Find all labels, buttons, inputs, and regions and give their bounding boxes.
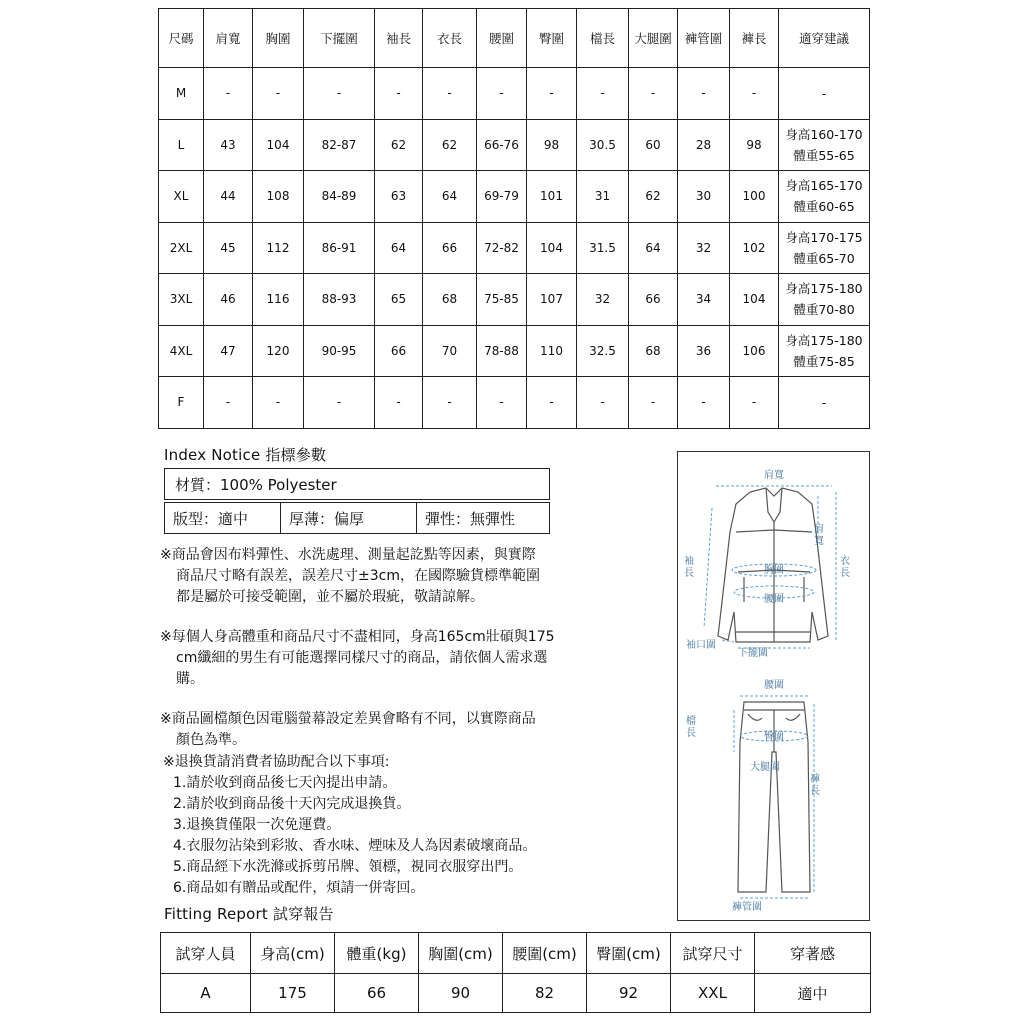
suggestion-weight: 體重60-65 (793, 199, 855, 215)
size-cell: - (678, 377, 730, 429)
suggestion-weight: 體重65-70 (793, 250, 855, 266)
size-cell: - (730, 68, 779, 120)
fitting-cell: 適中 (755, 974, 871, 1013)
size-cell: 120 (253, 325, 304, 377)
size-table (158, 8, 870, 429)
size-cell: 100 (730, 171, 779, 223)
size-cell: - (253, 68, 304, 120)
size-cell: - (577, 377, 629, 429)
size-cell: - (730, 377, 779, 429)
fitting-data-row (161, 974, 871, 1013)
size-row (159, 377, 870, 429)
label-leg-opening: 褲管圍 (732, 902, 762, 913)
size-cell: - (477, 377, 527, 429)
size-cell: 86-91 (304, 222, 375, 274)
suggestion-height: - (821, 394, 827, 410)
size-cell: - (375, 68, 423, 120)
fitting-cell: XXL (671, 974, 755, 1013)
note-line: ※商品會因布料彈性、水洗處理、測量起訖點等因素，與實際 (160, 547, 536, 563)
size-cell: - (423, 377, 477, 429)
note-return (163, 752, 603, 899)
size-cell: - (577, 68, 629, 120)
size-cell: 104 (253, 119, 304, 171)
size-cell: L (159, 119, 204, 171)
header-cell: 下擺圍 (304, 9, 375, 68)
suggestion-weight: 體重55-65 (793, 147, 855, 163)
note-line: 都是屬於可接受範圍，並不屬於瑕疵，敬請諒解。 (176, 589, 484, 605)
label-shoulder: 肩寬 (764, 470, 784, 481)
size-cell: 75-85 (477, 274, 527, 326)
fit-cell: 版型：適中 (165, 503, 281, 533)
size-cell: - (304, 377, 375, 429)
label-shoulder-v1: 肩 (814, 524, 824, 535)
label-length-v1: 衣 (840, 556, 850, 567)
size-cell: 32 (577, 274, 629, 326)
suggestion-height: - (821, 85, 827, 101)
suggestion-cell (779, 171, 870, 223)
size-cell: 84-89 (304, 171, 375, 223)
label-hip: 臀圍 (764, 732, 784, 743)
size-cell: - (304, 68, 375, 120)
note-line: ※商品圖檔顏色因電腦螢幕設定差異會略有不同，以實際商品 (160, 711, 536, 727)
thickness-cell: 厚薄：偏厚 (281, 503, 417, 533)
header-cell: 尺碼 (159, 9, 204, 68)
label-thigh: 大腿圍 (750, 762, 780, 773)
garment-diagram-svg (678, 452, 868, 919)
size-row (159, 325, 870, 377)
size-cell: 66 (629, 274, 678, 326)
label-pants-waist: 腰圍 (764, 680, 784, 691)
label-hem: 下擺圍 (738, 648, 768, 659)
size-cell: - (204, 68, 253, 120)
size-cell: 60 (629, 119, 678, 171)
label-sleeve-v2: 長 (684, 568, 694, 579)
return-item: 2.請於收到商品後十天內完成退換貨。 (173, 796, 411, 812)
size-row (159, 119, 870, 171)
suggestion-height: 身高170-175 (785, 229, 863, 245)
size-cell: 44 (204, 171, 253, 223)
fitting-header-cell: 臀圍(cm) (587, 933, 671, 974)
header-cell: 腰圍 (477, 9, 527, 68)
fitting-cell: 92 (587, 974, 671, 1013)
size-cell: 69-79 (477, 171, 527, 223)
label-pants-len-v2: 長 (810, 786, 820, 797)
note-line: 購。 (176, 671, 204, 687)
return-item: 4.衣服勿沾染到彩妝、香水味、煙味及人為因素破壞商品。 (173, 838, 537, 854)
size-cell: 107 (527, 274, 577, 326)
header-cell: 胸圍 (253, 9, 304, 68)
size-cell: 64 (375, 222, 423, 274)
size-cell: 108 (253, 171, 304, 223)
header-cell: 臀圍 (527, 9, 577, 68)
note-measurement (160, 545, 600, 608)
size-cell: 62 (423, 119, 477, 171)
fitting-header-cell: 穿著感 (755, 933, 871, 974)
size-cell: 90-95 (304, 325, 375, 377)
size-cell: 68 (423, 274, 477, 326)
size-cell: 66 (423, 222, 477, 274)
size-cell: 32 (678, 222, 730, 274)
size-cell: 68 (629, 325, 678, 377)
size-cell: 98 (527, 119, 577, 171)
elasticity-cell: 彈性：無彈性 (425, 509, 516, 528)
size-cell: - (477, 68, 527, 120)
note-line: cm纖細的男生有可能選擇同樣尺寸的商品，請依個人需求選 (176, 650, 548, 666)
return-title: ※退換貨請消費者協助配合以下事項: (163, 754, 390, 770)
size-row (159, 68, 870, 120)
suggestion-weight: 體重70-80 (793, 302, 855, 318)
return-item: 1.請於收到商品後七天內提出申請。 (173, 775, 397, 791)
size-cell: 78-88 (477, 325, 527, 377)
size-cell: 32.5 (577, 325, 629, 377)
size-cell: 66 (375, 325, 423, 377)
label-sleeve-v1: 袖 (684, 556, 694, 567)
size-cell: 47 (204, 325, 253, 377)
size-cell: 66-76 (477, 119, 527, 171)
size-cell: 31.5 (577, 222, 629, 274)
label-rise-v1: 檔 (686, 716, 696, 727)
header-cell: 袖長 (375, 9, 423, 68)
fitting-report-table (160, 932, 871, 1013)
suggestion-height: 身高175-180 (785, 281, 863, 297)
suggestion-cell (779, 222, 870, 274)
header-cell: 肩寬 (204, 9, 253, 68)
return-item: 3.退換貨僅限一次免運費。 (173, 817, 341, 833)
fitting-header-row (161, 933, 871, 974)
note-body-size (160, 627, 600, 690)
size-cell: 31 (577, 171, 629, 223)
suggestion-cell (779, 325, 870, 377)
label-cuff: 袖口圍 (686, 640, 716, 651)
fitting-header-cell: 胸圍(cm) (419, 933, 503, 974)
size-cell: 70 (423, 325, 477, 377)
size-cell: 3XL (159, 274, 204, 326)
size-cell: 28 (678, 119, 730, 171)
size-cell: 64 (423, 171, 477, 223)
fitting-report-title: Fitting Report 試穿報告 (164, 905, 334, 923)
size-cell: 104 (527, 222, 577, 274)
suggestion-cell (779, 119, 870, 171)
header-cell: 褲長 (730, 9, 779, 68)
size-cell: 30 (678, 171, 730, 223)
size-cell: - (253, 377, 304, 429)
fit-row (164, 502, 550, 534)
fitting-header-cell: 體重(kg) (335, 933, 419, 974)
size-cell: 43 (204, 119, 253, 171)
size-cell: F (159, 377, 204, 429)
fitting-cell: 66 (335, 974, 419, 1013)
suggestion-height: 身高175-180 (785, 332, 863, 348)
size-cell: 62 (629, 171, 678, 223)
size-cell: - (678, 68, 730, 120)
size-cell: 30.5 (577, 119, 629, 171)
size-cell: - (527, 377, 577, 429)
suggestion-cell (779, 377, 870, 429)
size-cell: XL (159, 171, 204, 223)
size-cell: 116 (253, 274, 304, 326)
size-cell: 104 (730, 274, 779, 326)
label-chest: 胸圍 (764, 565, 784, 576)
note-line: 顏色為準。 (176, 732, 246, 748)
header-cell: 褲管圍 (678, 9, 730, 68)
suggestion-height: 身高160-170 (785, 126, 863, 142)
diagram-labels (684, 468, 850, 913)
size-table-header (159, 9, 870, 68)
size-row (159, 171, 870, 223)
note-line: ※每個人身高體重和商品尺寸不盡相同，身高165cm壯碩與175 (160, 629, 555, 645)
size-cell: 63 (375, 171, 423, 223)
suggestion-cell (779, 68, 870, 120)
fitting-cell: 82 (503, 974, 587, 1013)
label-length-v2: 長 (840, 568, 850, 579)
size-cell: 98 (730, 119, 779, 171)
size-cell: 72-82 (477, 222, 527, 274)
size-cell: 64 (629, 222, 678, 274)
size-cell: - (527, 68, 577, 120)
size-cell: - (204, 377, 253, 429)
size-cell: 65 (375, 274, 423, 326)
size-row (159, 222, 870, 274)
label-rise-v2: 長 (686, 728, 696, 739)
suggestion-cell (779, 274, 870, 326)
size-cell: - (629, 377, 678, 429)
header-cell: 衣長 (423, 9, 477, 68)
size-cell: - (375, 377, 423, 429)
measure-lines (704, 486, 836, 898)
size-cell: - (629, 68, 678, 120)
return-item: 6.商品如有贈品或配件，煩請一併寄回。 (173, 880, 425, 896)
index-notice-title: Index Notice 指標參數 (164, 446, 327, 464)
header-cell: 大腿圍 (629, 9, 678, 68)
size-cell: 4XL (159, 325, 204, 377)
note-line: 商品尺寸略有誤差，誤差尺寸±3cm，在國際驗貨標準範圍 (176, 568, 540, 584)
size-cell: - (423, 68, 477, 120)
size-cell: M (159, 68, 204, 120)
size-cell: 36 (678, 325, 730, 377)
pants-illustration (738, 702, 810, 892)
header-cell: 檔長 (577, 9, 629, 68)
header-cell: 適穿建議 (779, 9, 870, 68)
measurement-diagram (677, 451, 870, 921)
label-shoulder-v2: 寬 (814, 536, 824, 547)
fitting-header-cell: 試穿尺寸 (671, 933, 755, 974)
fitting-cell: 175 (251, 974, 335, 1013)
size-row (159, 274, 870, 326)
size-cell: 82-87 (304, 119, 375, 171)
size-cell: 106 (730, 325, 779, 377)
label-pants-len-v1: 褲 (810, 774, 820, 785)
fitting-header-cell: 試穿人員 (161, 933, 251, 974)
suggestion-height: 身高165-170 (785, 178, 863, 194)
fitting-cell: 90 (419, 974, 503, 1013)
label-waist: 腰圍 (764, 594, 784, 605)
note-color (160, 709, 600, 751)
size-cell: 101 (527, 171, 577, 223)
material-row: 材質：100% Polyester (164, 468, 550, 500)
fitting-header-cell: 腰圍(cm) (503, 933, 587, 974)
size-cell: 88-93 (304, 274, 375, 326)
size-cell: 102 (730, 222, 779, 274)
size-cell: 2XL (159, 222, 204, 274)
fitting-cell: A (161, 974, 251, 1013)
size-cell: 45 (204, 222, 253, 274)
size-cell: 34 (678, 274, 730, 326)
size-cell: 62 (375, 119, 423, 171)
return-item: 5.商品經下水洗滌或拆剪吊牌、領標，視同衣服穿出門。 (173, 859, 523, 875)
fitting-header-cell: 身高(cm) (251, 933, 335, 974)
size-cell: 112 (253, 222, 304, 274)
size-cell: 110 (527, 325, 577, 377)
size-cell: 46 (204, 274, 253, 326)
suggestion-weight: 體重75-85 (793, 353, 855, 369)
